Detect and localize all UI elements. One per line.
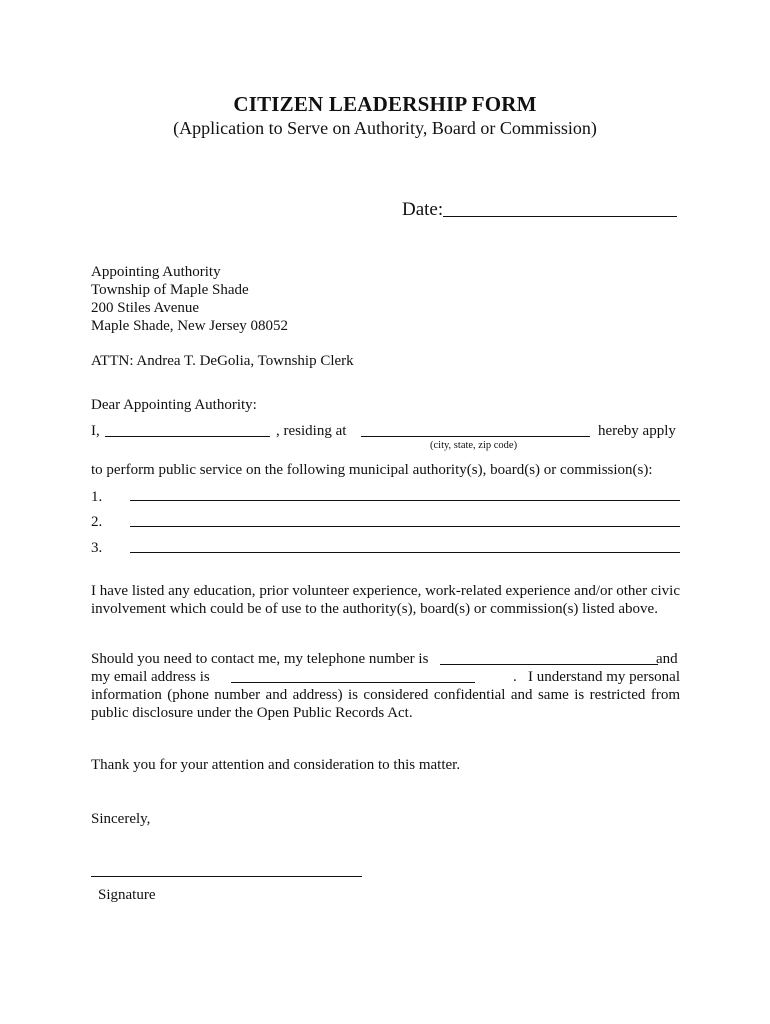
email-field[interactable] [231, 682, 475, 683]
perform-statement: to perform public service on the following municipal authority(s), board(s) or commission(s): [91, 462, 653, 478]
applicant-name-field[interactable] [105, 436, 270, 437]
board-entry-field-2[interactable] [130, 526, 680, 527]
entry-number: 1. [91, 489, 103, 505]
understand-text: . I understand my personal [512, 669, 680, 685]
entry-number: 2. [91, 514, 103, 530]
attention-line: ATTN: Andrea T. DeGolia, Township Clerk [91, 353, 354, 369]
apply-label: hereby apply [598, 423, 676, 439]
entry-number: 3. [91, 540, 103, 556]
signature-label: Signature [98, 887, 156, 903]
board-entry-field-1[interactable] [130, 500, 680, 501]
address-line: Maple Shade, New Jersey 08052 [91, 318, 289, 334]
email-text: my email address is [91, 669, 210, 685]
residing-label: , residing at [276, 423, 347, 439]
date-label: Date: [402, 199, 444, 220]
phone-field[interactable] [440, 664, 658, 665]
residence-field[interactable] [361, 436, 590, 437]
signature-field[interactable] [91, 876, 362, 877]
address-line: Appointing Authority [91, 264, 221, 280]
board-entry-field-3[interactable] [130, 552, 680, 553]
and-text: and [656, 651, 678, 667]
address-line: 200 Stiles Avenue [91, 300, 200, 316]
confidential-paragraph: information (phone number and address) is considered confidential and same is restricted from public disclosure under the Open Public Records Act. [91, 687, 680, 721]
recipient-address [91, 263, 288, 335]
form-subtitle: (Application to Serve on Authority, Board or Commission) [173, 118, 597, 138]
salutation: Dear Appointing Authority: [91, 397, 257, 413]
phone-text: Should you need to contact me, my telephone number is [91, 651, 429, 667]
city-state-zip-hint: (city, state, zip code) [430, 440, 518, 451]
address-line: Township of Maple Shade [91, 282, 249, 298]
applicant-prefix: I, [91, 423, 100, 439]
thanks-text: Thank you for your attention and consideration to this matter. [91, 757, 461, 773]
date-field[interactable] [443, 216, 677, 217]
form-title: CITIZEN LEADERSHIP FORM [233, 92, 537, 116]
experience-paragraph: I have listed any education, prior volunteer experience, work-related experience and/or other civic involvement which could be of use to the authority(s), board(s) or commission(s) listed above. [91, 583, 680, 617]
closing-text: Sincerely, [91, 811, 151, 827]
